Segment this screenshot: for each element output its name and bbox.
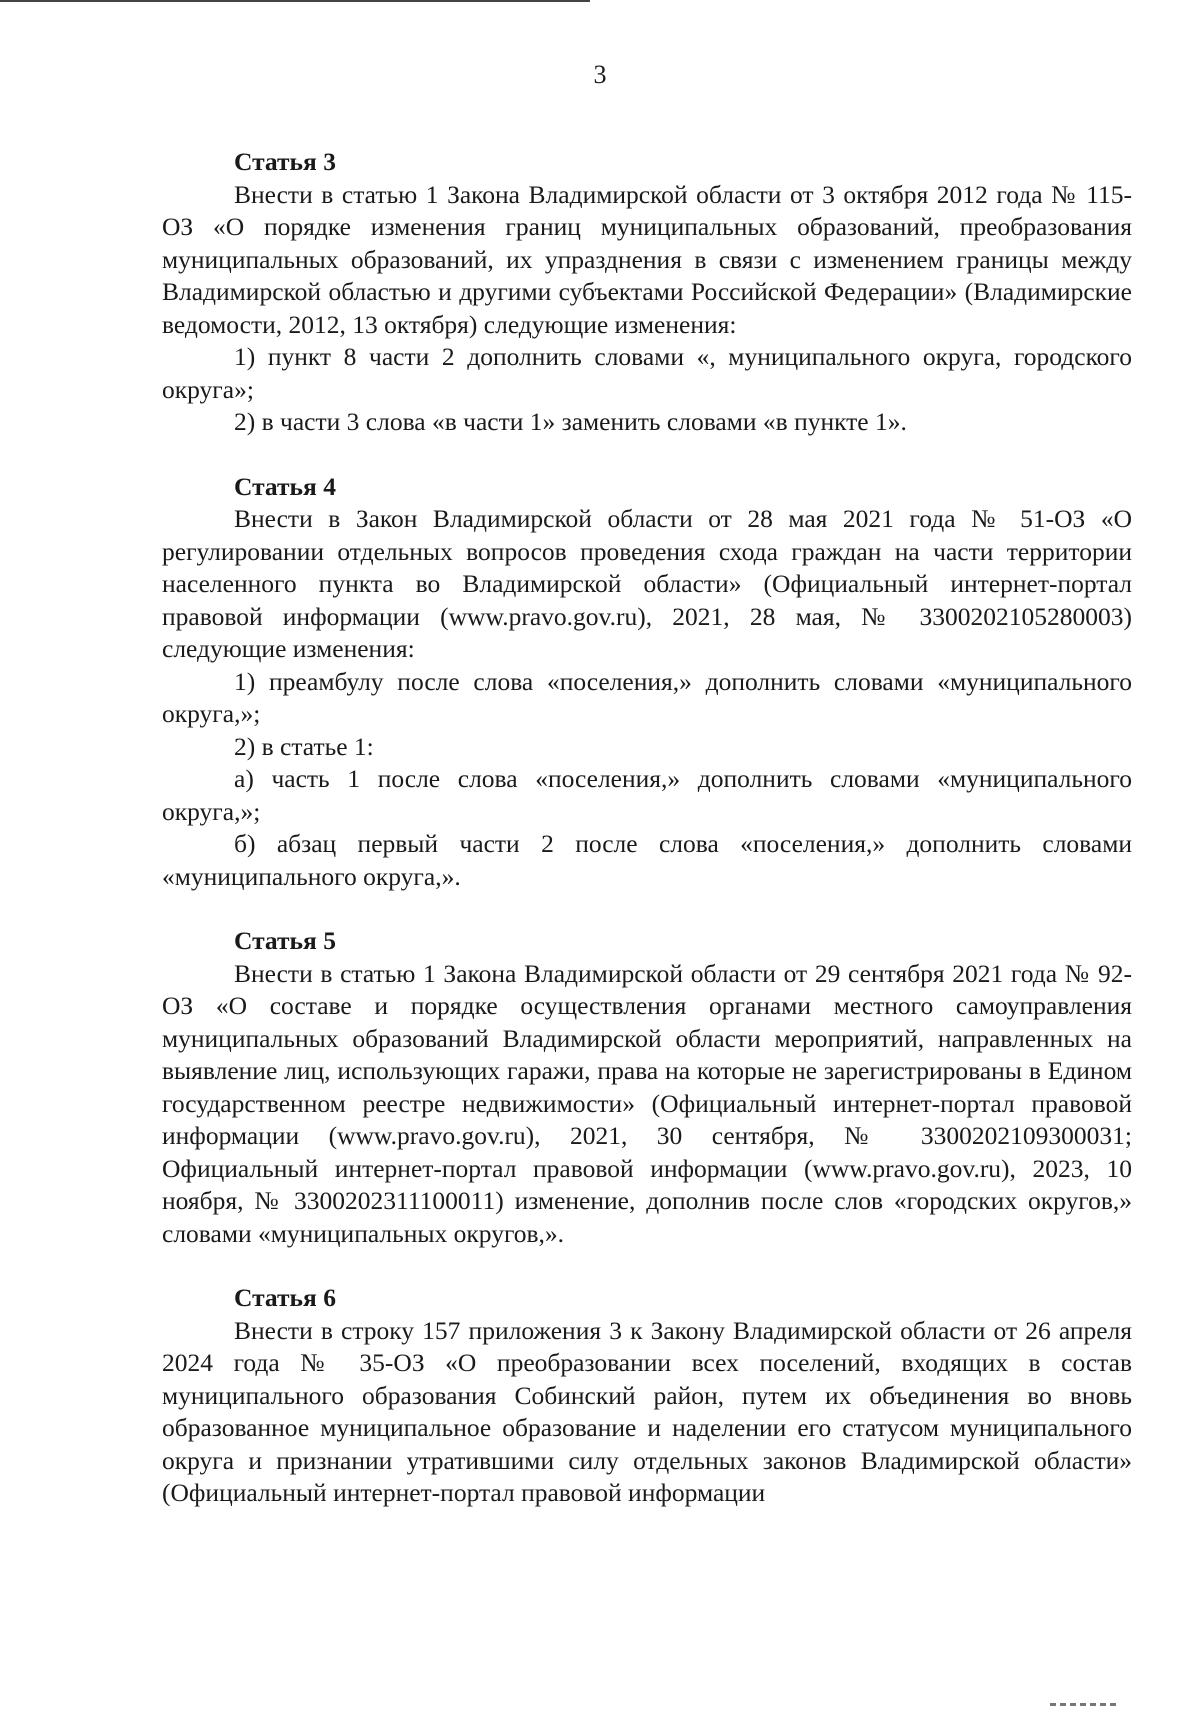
article-paragraph: Внести в Закон Владимирской области от 28 мая 2021 года № 51-ОЗ «О регулировании отдельных вопросов проведения схода граждан на части территории населенного пункта во Владимирской области» (Официальный интернет-портал правовой информации (www.pravo.gov.ru), 2021, 28 мая, № 3300202105280003) следующие изменения: xyxy=(162,504,1132,663)
article-paragraph: а) часть 1 после слова «поселения,» дополнить словами «муниципального округа,»; xyxy=(162,764,1132,826)
scan-edge-line xyxy=(0,0,590,2)
article-title: Статья 6 xyxy=(234,1283,336,1312)
article-paragraph: 2) в части 3 слова «в части 1» заменить словами «в пункте 1». xyxy=(234,407,907,436)
document-body xyxy=(162,146,1132,1542)
article-paragraph: Внести в строку 157 приложения 3 к Закону Владимирской области от 26 апреля 2024 года № 35-ОЗ «О преобразовании всех поселений, входящих в состав муниципального образования Собинский район, путем их объединения во вновь образованное муниципальное образование и наделении его статусом муниципального округа и признании утратившими силу отдельных законов Владимирской области» (Официальный интернет-портал правовой информации xyxy=(162,1315,1132,1507)
article-title: Статья 4 xyxy=(234,471,336,501)
page-number: 3 xyxy=(593,60,607,89)
article-3 xyxy=(162,146,1132,439)
article-title: Статья 3 xyxy=(234,147,336,176)
scan-edge-mark xyxy=(1050,1703,1120,1706)
article-paragraph: 2) в статье 1: xyxy=(234,731,374,761)
article-paragraph: Внести в статью 1 Закона Владимирской области от 29 сентября 2021 года № 92-ОЗ «О составе и порядке осуществления органами местного самоуправления муниципальных образований Владимирской области мероприятий, направленных на выявление лиц, использующих гаражи, права на которые не зарегистрированы в Едином государственном реестре недвижимости» (Официальный интернет-портал правовой информации (www.pravo.gov.ru), 2021, 30 сентября, № 3300202109300031; Официальный интернет-портал правовой информации (www.pravo.gov.ru), 2023, 10 ноября, № 3300202311100011) изменение, дополнив после слов «городских округов,» словами «муниципальных округов,». xyxy=(162,958,1132,1248)
article-6 xyxy=(162,1282,1132,1510)
article-title: Статья 5 xyxy=(234,926,336,955)
article-paragraph: 1) преамбулу после слова «поселения,» дополнить словами «муниципального округа,»; xyxy=(162,666,1132,728)
article-4 xyxy=(162,471,1132,894)
article-5 xyxy=(162,925,1132,1250)
article-paragraph: 1) пункт 8 части 2 дополнить словами «, муниципального округа, городского округа»; xyxy=(162,342,1132,404)
article-paragraph: б) абзац первый части 2 после слова «поселения,» дополнить словами «муниципального округа,». xyxy=(162,829,1132,891)
article-paragraph: Внести в статью 1 Закона Владимирской области от 3 октября 2012 года № 115-ОЗ «О порядке изменения границ муниципальных образований, преобразования муниципальных образований, их упразднения в связи с изменением границы между Владимирской областью и другими субъектами Российской Федерации» (Владимирские ведомости, 2012, 13 октября) следующие изменения: xyxy=(162,179,1132,339)
